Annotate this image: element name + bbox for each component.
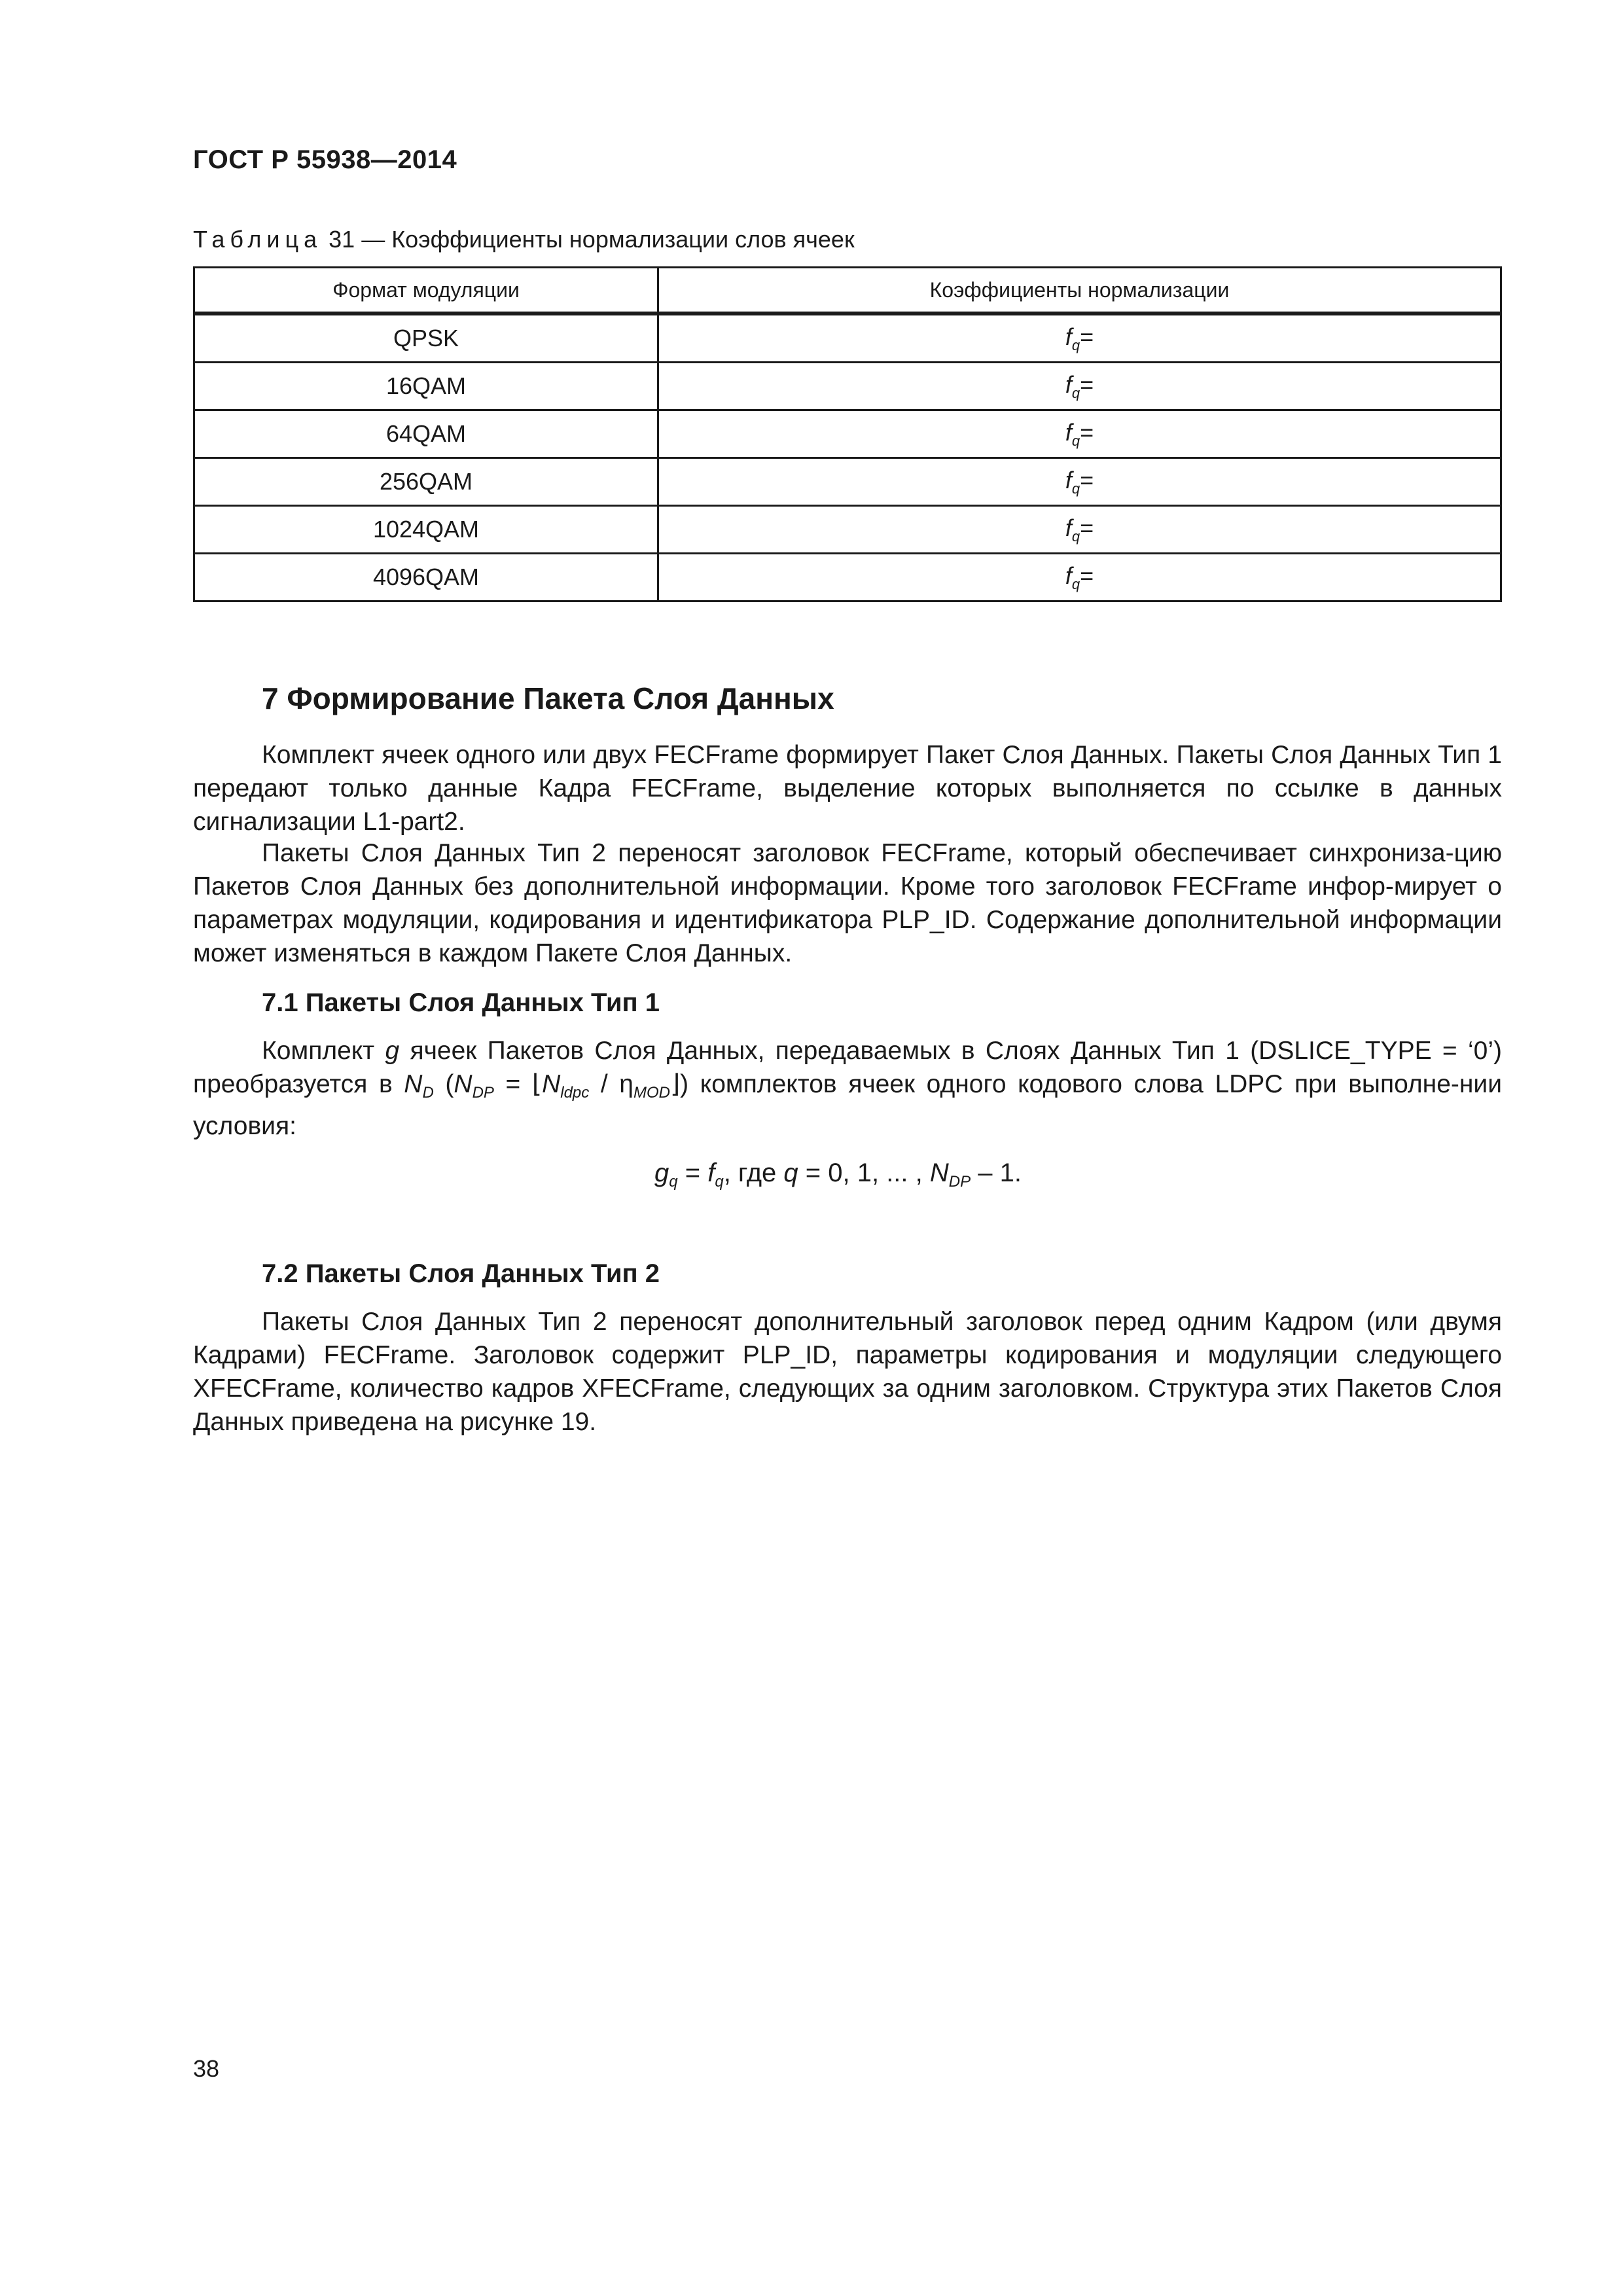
table-row: [194, 506, 1501, 554]
table-cell-coef: [658, 458, 1501, 506]
formula-f: f: [707, 1158, 715, 1187]
table-header-coef: Коэффициенты нормализации: [658, 268, 1501, 314]
formula-end: – 1.: [971, 1158, 1022, 1187]
coef-symbol: f: [1065, 514, 1072, 541]
coef-subscript: q: [1071, 336, 1080, 353]
var-n-sub: D: [422, 1084, 434, 1102]
table-row: [194, 410, 1501, 458]
table-caption: [193, 226, 855, 253]
var-g: g: [385, 1037, 400, 1065]
coef-equals: =: [1080, 466, 1094, 493]
text-run: Комплект: [262, 1037, 385, 1065]
coef-symbol: f: [1065, 418, 1072, 446]
var-nldpc: [542, 1070, 590, 1102]
section-7-1-title: 7.1 Пакеты Слоя Данных Тип 1: [262, 988, 660, 1017]
table-row: [194, 314, 1501, 363]
text-run: / η: [589, 1070, 633, 1098]
table-row: [194, 458, 1501, 506]
table-cell-coef: [658, 506, 1501, 554]
table-row: [194, 554, 1501, 601]
formula-n-sub: DP: [948, 1173, 971, 1191]
formula-g-sub: q: [669, 1173, 678, 1191]
coef-equals: =: [1080, 418, 1094, 446]
table-row: [194, 363, 1501, 410]
table-cell-format: 1024QAM: [194, 506, 658, 554]
section-7-title: 7 Формирование Пакета Слоя Данных: [262, 681, 834, 715]
text-run: = ⌊: [493, 1070, 543, 1098]
table-cell-coef: [658, 410, 1501, 458]
normalization-table: [193, 266, 1502, 602]
coef-symbol: f: [1065, 466, 1072, 493]
page-number: 38: [193, 2055, 220, 2082]
formula-n: N: [929, 1158, 949, 1187]
table-cell-coef: [658, 554, 1501, 601]
coef-subscript: q: [1071, 575, 1080, 592]
formula-mid: , где: [723, 1158, 784, 1187]
table-cell-format: 64QAM: [194, 410, 658, 458]
formula-range: = 0, 1, ... ,: [798, 1158, 930, 1187]
text-run: (: [433, 1070, 454, 1098]
section-7-paragraph-2: Пакеты Слоя Данных Тип 2 переносят заголовок FECFrame, который обеспечивает синхрониза-цию Пакетов Слоя Данных без дополнительной информации. Кроме того заголовок FECFrame инфор-мирует о параметрах модуляции, кодирования и идентификатора PLP_ID. Содержание дополнительной информации может изменяться в каждом Пакете Слоя Данных.: [193, 839, 1502, 967]
formula-f-sub: q: [715, 1173, 724, 1191]
table-cell-format: QPSK: [194, 314, 658, 363]
table-header-row: [194, 268, 1501, 314]
coef-subscript: q: [1071, 384, 1080, 401]
coef-subscript: q: [1071, 480, 1080, 497]
coef-subscript: q: [1071, 528, 1080, 545]
text-run: ⌋) комплектов ячеек одного кодового слова LDPC при выполне-нии условия:: [193, 1070, 1502, 1140]
formula-q: q: [783, 1158, 798, 1187]
section-7-paragraph-1: Комплект ячеек одного или двух FECFrame формирует Пакет Слоя Данных. Пакеты Слоя Данных Тип 1 передают только данные Кадра FECFrame, выделение которых выполняется по ссылке в данных сигнализации L1-part2.: [193, 741, 1502, 836]
coef-symbol: f: [1065, 323, 1072, 350]
formula-eq: =: [677, 1158, 708, 1187]
var-n-sub: DP: [472, 1084, 494, 1102]
var-nd: [404, 1070, 434, 1102]
var-n-sub: ldpc: [560, 1084, 590, 1102]
coef-equals: =: [1080, 562, 1094, 589]
coef-subscript: q: [1071, 432, 1080, 449]
table-caption-text: 31 — Коэффициенты нормализации слов ячеек: [322, 226, 855, 253]
coef-symbol: f: [1065, 562, 1072, 589]
text-run: ячеек Пакетов Слоя Данных, передаваемых в Слоях Данных Тип 1 (DSLICE_TYPE = ‘0’) преобразуется в: [193, 1037, 1503, 1098]
var-n: N: [404, 1070, 423, 1098]
table-cell-format: 256QAM: [194, 458, 658, 506]
section-7-2-title: 7.2 Пакеты Слоя Данных Тип 2: [262, 1259, 660, 1288]
table-cell-coef: [658, 363, 1501, 410]
coef-equals: =: [1080, 514, 1094, 541]
var-n: N: [454, 1070, 473, 1098]
var-ndp: [454, 1070, 494, 1102]
table-cell-format: 4096QAM: [194, 554, 658, 601]
table-cell-coef: [658, 314, 1501, 363]
section-7-1-paragraph: [193, 1034, 1502, 1143]
var-eta-sub: MOD: [633, 1084, 670, 1102]
document-standard-number: ГОСТ Р 55938—2014: [193, 145, 457, 174]
section-7-2-paragraph: Пакеты Слоя Данных Тип 2 переносят дополнительный заголовок перед одним Кадром (или двумя Кадрами) FECFrame. Заголовок содержит PLP_ID, параметры кодирования и модуляции следующего XFECFrame, количество кадров XFECFrame, следующих за одним заголовком. Структура этих Пакетов Слоя Данных приведена на рисунке 19.: [193, 1308, 1502, 1436]
coef-equals: =: [1080, 323, 1094, 350]
table-caption-word: Таблица: [193, 226, 323, 253]
coef-symbol: f: [1065, 370, 1072, 398]
table-header-format: Формат модуляции: [194, 268, 658, 314]
table-cell-format: 16QAM: [194, 363, 658, 410]
formula-g: g: [654, 1158, 669, 1187]
var-n: N: [542, 1070, 561, 1098]
formula-gq: [654, 1158, 1022, 1191]
coef-equals: =: [1080, 370, 1094, 398]
